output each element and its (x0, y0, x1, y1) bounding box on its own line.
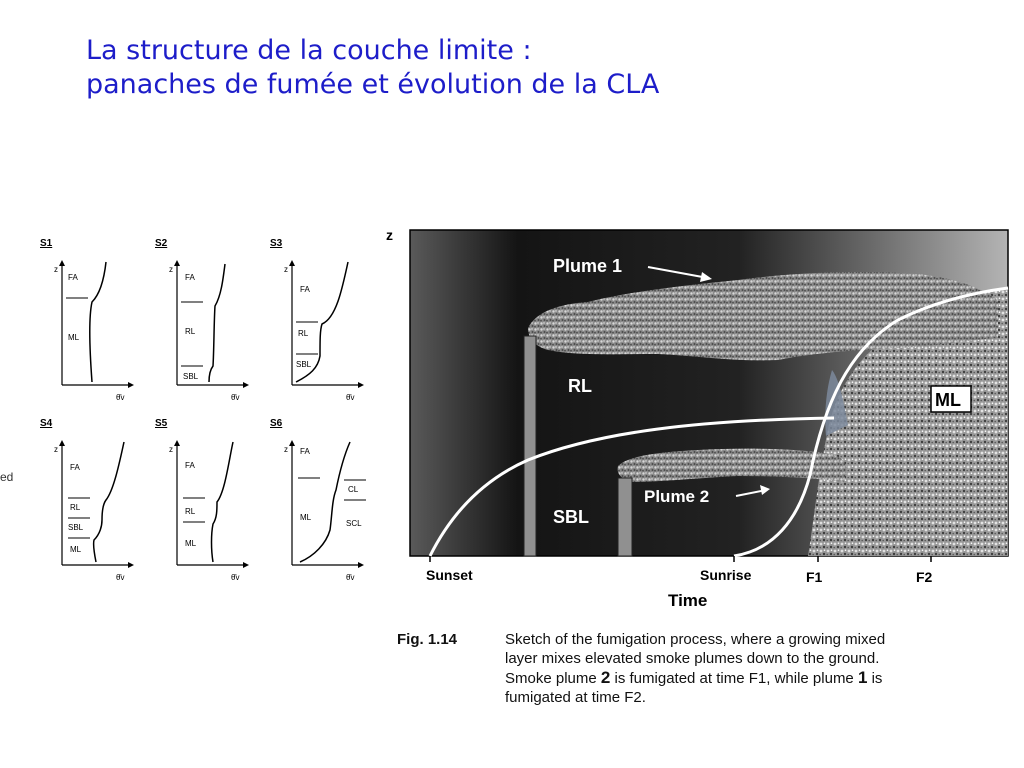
profile-label: ML (70, 545, 82, 554)
stack-1 (524, 336, 536, 556)
theta-axis-label: θ̄v (116, 393, 125, 402)
profile-label: RL (70, 503, 81, 512)
profile-title: S4 (40, 418, 53, 429)
profile-label: FA (300, 447, 310, 456)
caption-line-1: Sketch of the fumigation process, where a growing mixed (505, 631, 886, 648)
theta-axis-label: θ̄v (231, 393, 240, 402)
z-axis-label: z (284, 445, 288, 454)
profile-title: S5 (155, 418, 168, 429)
z-axis-label: z (169, 265, 173, 274)
tick-f2: F2 (916, 569, 933, 585)
ml-label: ML (935, 390, 961, 410)
profile-title: S2 (155, 238, 168, 249)
tick-sunset: Sunset (426, 567, 473, 583)
theta-axis-label: θ̄v (346, 393, 355, 402)
profile-label: CL (348, 485, 359, 494)
theta-axis-label: θ̄v (116, 573, 125, 582)
profile-title: S6 (270, 418, 283, 429)
title-line-1: La structure de la couche limite : (86, 35, 532, 66)
profile-label: FA (300, 285, 310, 294)
theta-axis-label: θ̄v (346, 573, 355, 582)
profile-label: ML (300, 513, 312, 522)
title-line-2: panaches de fumée et évolution de la CLA (86, 69, 660, 100)
z-axis-label: z (284, 265, 288, 274)
profile-label: FA (70, 463, 80, 472)
rl-label: RL (568, 376, 592, 396)
plume-2-label: Plume 2 (644, 487, 710, 506)
profile-label: FA (185, 461, 195, 470)
z-axis-label: z (54, 265, 58, 274)
time-axis-label: Time (668, 591, 708, 610)
profile-label: SBL (68, 523, 84, 532)
plume-number-1: 1 (857, 668, 868, 687)
caption-number: Fig. 1.14 (397, 631, 458, 648)
caption-text (505, 630, 985, 707)
profile-label: RL (185, 507, 196, 516)
profile-label: RL (185, 327, 196, 336)
profile-title: S1 (40, 238, 53, 249)
profile-label: ML (185, 539, 197, 548)
fumigation-figure (378, 220, 1018, 620)
profile-label: SBL (296, 360, 312, 369)
profile-diagrams (0, 230, 380, 590)
profile-s5 (155, 418, 249, 582)
caption-line-3: Smoke plume 2 is fumigated at time F1, while plume 1 is (505, 668, 883, 687)
sbl-label: SBL (553, 507, 589, 527)
profile-s2 (155, 238, 249, 402)
stack-2 (618, 478, 632, 556)
left-cut-text: ed (0, 470, 14, 484)
z-axis-label: z (54, 445, 58, 454)
slide-title (86, 34, 659, 102)
profile-label: RL (298, 329, 309, 338)
tick-sunrise: Sunrise (700, 567, 752, 583)
profile-title: S3 (270, 238, 283, 249)
profile-label: FA (68, 273, 78, 282)
profile-label: SCL (346, 519, 362, 528)
profile-s6 (270, 418, 366, 582)
theta-axis-label: θ̄v (231, 573, 240, 582)
tick-f1: F1 (806, 569, 823, 585)
caption-line-2: layer mixes elevated smoke plumes down to the ground. (505, 650, 880, 667)
profile-s1 (40, 238, 134, 402)
profile-label: FA (185, 273, 195, 282)
plume-1-label: Plume 1 (553, 256, 623, 276)
z-axis-label: z (169, 445, 173, 454)
caption-line-4: fumigated at time F2. (505, 689, 646, 706)
profile-s4 (40, 418, 134, 582)
plume-number-2: 2 (600, 668, 611, 687)
profile-label: SBL (183, 372, 199, 381)
profile-label: ML (68, 333, 80, 342)
profile-s3 (270, 238, 364, 402)
z-axis-label: z (386, 227, 393, 243)
